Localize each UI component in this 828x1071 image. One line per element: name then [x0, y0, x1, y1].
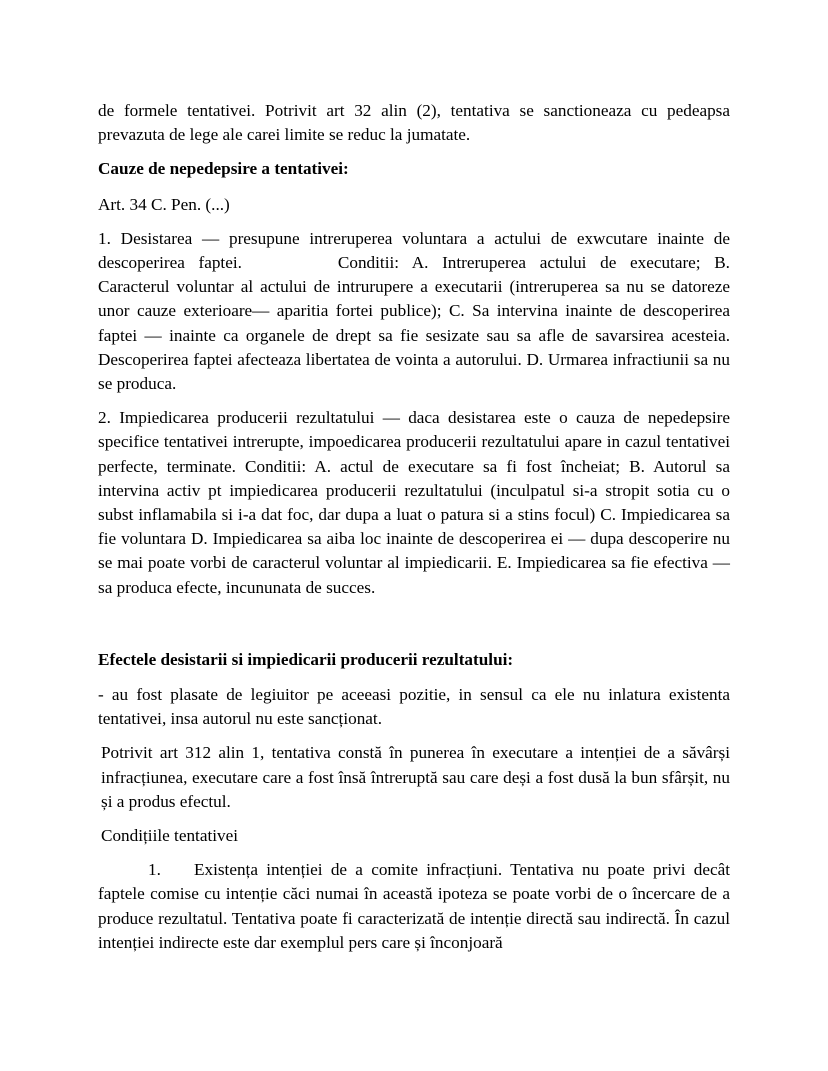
paragraph-article-reference: Art. 34 C. Pen. (...) [98, 194, 230, 214]
desistarea-conditions: Conditii: A. Intreruperea actului de executare; B. Caracterul voluntar al actului de intrurupere a executarii (intreruperea sa nu se datoreze unor cauze exterioare— aparitia fortei publice); C. Sa intervina inainte de descoperirea faptei — inainte ca organele de drept sa fie sesizate sau sa afle de savarsirea acesteia. Descoperirea faptei afecteaza libertatea de vointa a autorului. D. Urmarea infractiunii sa nu se produca. [98, 253, 730, 394]
subheading-conditiile: Condițiile tentativei [101, 826, 238, 846]
paragraph-tentative-sanction: de formele tentativei. Potrivit art 32 alin (2), tentativa se sanctioneaza cu pedeapsa prevazuta de lege ale carei limite se reduc la jumatate. [98, 101, 730, 145]
section-heading-nepedepsire: Cauze de nepedepsire a tentativei: [98, 159, 349, 179]
paragraph-desistarea [98, 227, 730, 396]
section-heading-efectele: Efectele desistarii si impiedicarii producerii rezultatului: [98, 649, 514, 669]
list-item-text: Existența intenției de a comite infracțiuni. Tentativa nu poate privi decât faptele comise cu intenție căci numai în această ipoteza se poate vorbi de o încercare de a produce rezultatul. Tentativa poate fi caracterizată de intenție directă sau indirectă. În cazul intenției indirecte este dar exemplul pers care și înconjoară [98, 860, 730, 952]
desistarea-definition: 1. Desistarea — presupune intreruperea voluntara a actului de exwcutare inainte de descoperirea faptei. [98, 228, 730, 273]
document-body [98, 99, 730, 965]
paragraph-art-312: Potrivit art 312 alin 1, tentativa constă în punerea în executare a intenției de a săvârși infracțiunea, executare care a fost însă întreruptă sau care deși a fost dusă la bun sfârșit, nu și a produs efectul. [101, 743, 730, 811]
section-spacer [98, 610, 730, 648]
paragraph-impiedicarea: 2. Impiedicarea producerii rezultatului — daca desistarea este o cauza de nepedepsire specifice tentativei intrerupte, impoedicarea producerii rezultatului apare in cazul tentativei perfecte, terminate. Conditii: A. actul de executare sa fi fost încheiat; B. Autorul sa intervina activ pt impiedicarea producerii rezultatului (inculpatul si-a stropit sotia cu o subst inflamabila si i-a dat foc, dar dupa a luat o patura si a stins focul) C. Impiedicarea sa fie voluntara D. Impiedicarea sa aiba loc inainte de descoperirea ei — dupa descoperire nu se mai poate vorbi de caracterul voluntar al impiedicarii. E. Impiedicarea sa fie efectiva — sa produca efecte, incununata de succes. [98, 408, 730, 597]
list-item-number: 1. [148, 860, 161, 880]
paragraph-efectele: - au fost plasate de legiuitor pe aceeasi pozitie, in sensul ca ele nu inlatura existenta tentativei, insa autorul nu este sancționat. [98, 685, 730, 729]
list-item-intentie [98, 858, 730, 955]
